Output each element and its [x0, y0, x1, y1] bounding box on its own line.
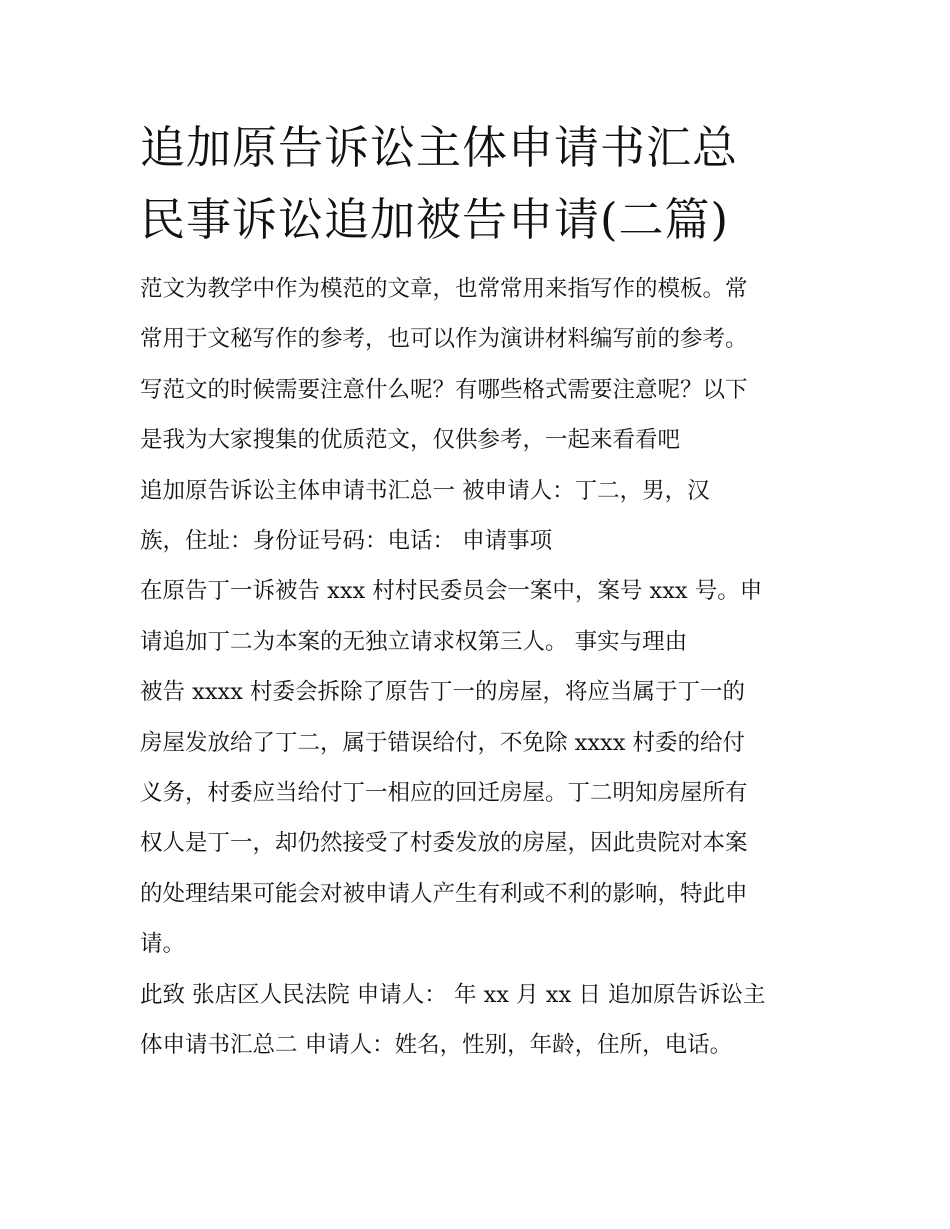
body-line: 范文为教学中作为模范的文章，也常常用来指写作的模板。常: [140, 276, 748, 302]
title-line-1: 追加原告诉讼主体申请书汇总: [140, 121, 739, 174]
body-line: 房屋发放给了丁二，属于错误给付，不免除 xxxx 村委的给付: [140, 729, 746, 756]
body-line: 追加原告诉讼主体申请书汇总一 被申请人：丁二，男，汉: [140, 477, 710, 504]
document-page: [140, 112, 820, 1071]
body-line: 写范文的时候需要注意什么呢？有哪些格式需要注意呢？以下: [140, 376, 748, 403]
title-line-2: 民事诉讼追加被告申请(二篇): [140, 193, 730, 246]
body-line: 权人是丁一，却仍然接受了村委发放的房屋，因此贵院对本案: [140, 830, 748, 857]
body-line: 被告 xxxx 村委会拆除了原告丁一的房屋，将应当属于丁一的: [140, 679, 746, 706]
body-line: 体申请书汇总二 申请人：姓名，性别，年龄，住所，电话。: [140, 1032, 733, 1059]
body-line: 请。: [140, 931, 186, 958]
body-line: 常用于文秘写作的参考，也可以作为演讲材料编写前的参考。: [140, 326, 748, 353]
document-title: [140, 112, 820, 256]
body-line: 是我为大家搜集的优质范文，仅供参考，一起来看看吧: [140, 427, 681, 454]
body-line: 义务，村委应当给付丁一相应的回迁房屋。丁二明知房屋所有: [140, 780, 748, 807]
body-line: 族，住址：身份证号码：电话： 申请事项: [140, 528, 553, 555]
body-line: 请追加丁二为本案的无独立请求权第三人。 事实与理由: [140, 628, 688, 655]
body-line: 此致 张店区人民法院 申请人： 年 xx 月 xx 日 追加原告诉讼主: [140, 981, 766, 1008]
body-line: 的处理结果可能会对被申请人产生有利或不利的影响，特此申: [140, 880, 748, 907]
document-body: [140, 264, 820, 1071]
body-line: 在原告丁一诉被告 xxx 村村民委员会一案中，案号 xxx 号。申: [140, 578, 763, 605]
